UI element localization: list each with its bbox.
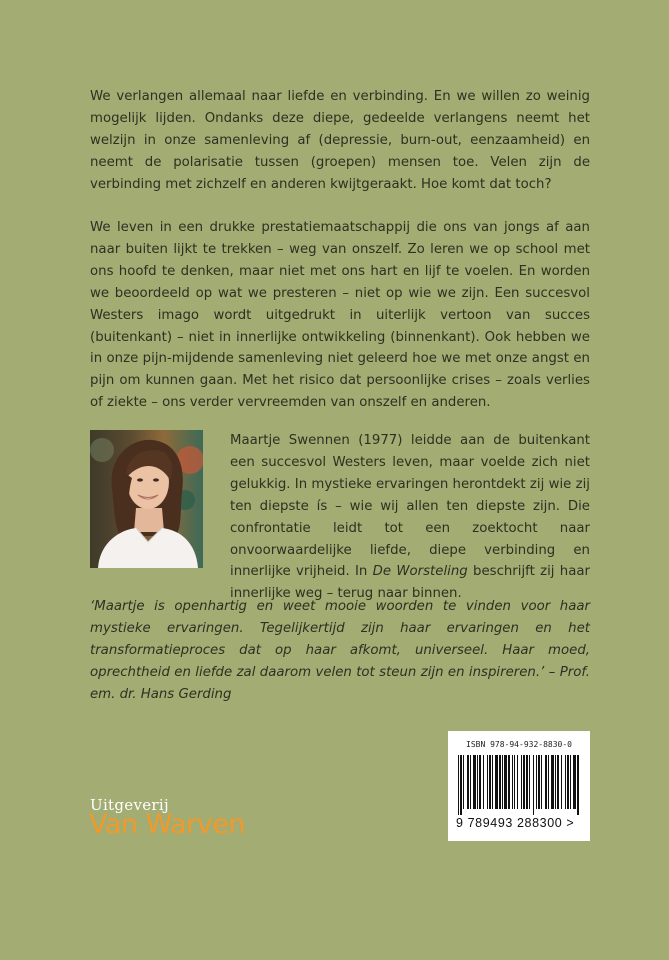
intro-paragraph: We verlangen allemaal naar liefde en verbinding. En we willen zo weinig mogelijk lijden. Ondanks deze diepe, gedeelde verlangens neemt het welzijn in onze samenleving af (depressie, burn-out, eenzaamheid) en neemt de polarisatie tussen (groepen) mensen toe. Velen zijn de verbinding met zichzelf en anderen kwijtgeraakt. Hoe komt dat toch? bbox=[90, 89, 590, 192]
endorsement-quote: ‘Maartje is openhartig en weet mooie woorden te vinden voor haar mystieke ervaringen. Tegelijkertijd zijn haar ervaringen en het transformatieproces dat op haar afkomt, universeel. Haar moed, oprechtheid en liefde zal daarom velen tot steun zijn en inspireren.’ – Prof. em. dr. Hans Gerding bbox=[90, 599, 590, 702]
book-title: De Worsteling bbox=[372, 564, 468, 580]
publisher-label: Uitgeverij bbox=[90, 796, 169, 814]
barcode-icon bbox=[456, 755, 584, 815]
author-bio-after: beschrijft zij haar innerlijke weg – terug naar binnen. bbox=[230, 564, 590, 602]
barcode-panel bbox=[448, 731, 590, 841]
isbn-label: ISBN 978-94-932-8830-0 bbox=[466, 740, 572, 749]
barcode-digits: 9 789493 288300 > bbox=[456, 816, 575, 830]
publisher-name: Van Warven bbox=[89, 809, 245, 840]
author-photo bbox=[90, 430, 203, 568]
body-paragraph: We leven in een drukke prestatiemaatschappij die ons van jongs af aan naar buiten lijkt te trekken – weg van onszelf. Zo leren we op school met ons hoofd te denken, maar niet met ons hart en lijf te voelen. En worden we beoordeeld op wat we presteren – niet op wie we zijn. Een succesvol Westers imago wordt uitgedrukt in uiterlijk vertoon van succes (buitenkant) – niet in innerlijke ontwikkeling (binnenkant). Ook hebben we in onze pijn-mijdende samenleving niet geleerd hoe we met onze angst en pijn om kunnen gaan. Met het risico dat persoonlijke crises – zoals verlies of ziekte – ons verder vervreemden van onszelf en anderen. bbox=[90, 220, 590, 411]
author-bio-before: Maartje Swennen (1977) leidde aan de buitenkant een succesvol Westers leven, maar voelde zich niet gelukkig. In mystieke ervaringen herontdekt zij wie zij ten diepste ís – wie wij allen ten diepste zijn. Die confrontatie leidt tot een zoektocht naar onvoorwaardelijke liefde, diepe verbinding en innerlijke vrijheid. In bbox=[230, 433, 590, 580]
author-bio bbox=[230, 430, 590, 605]
